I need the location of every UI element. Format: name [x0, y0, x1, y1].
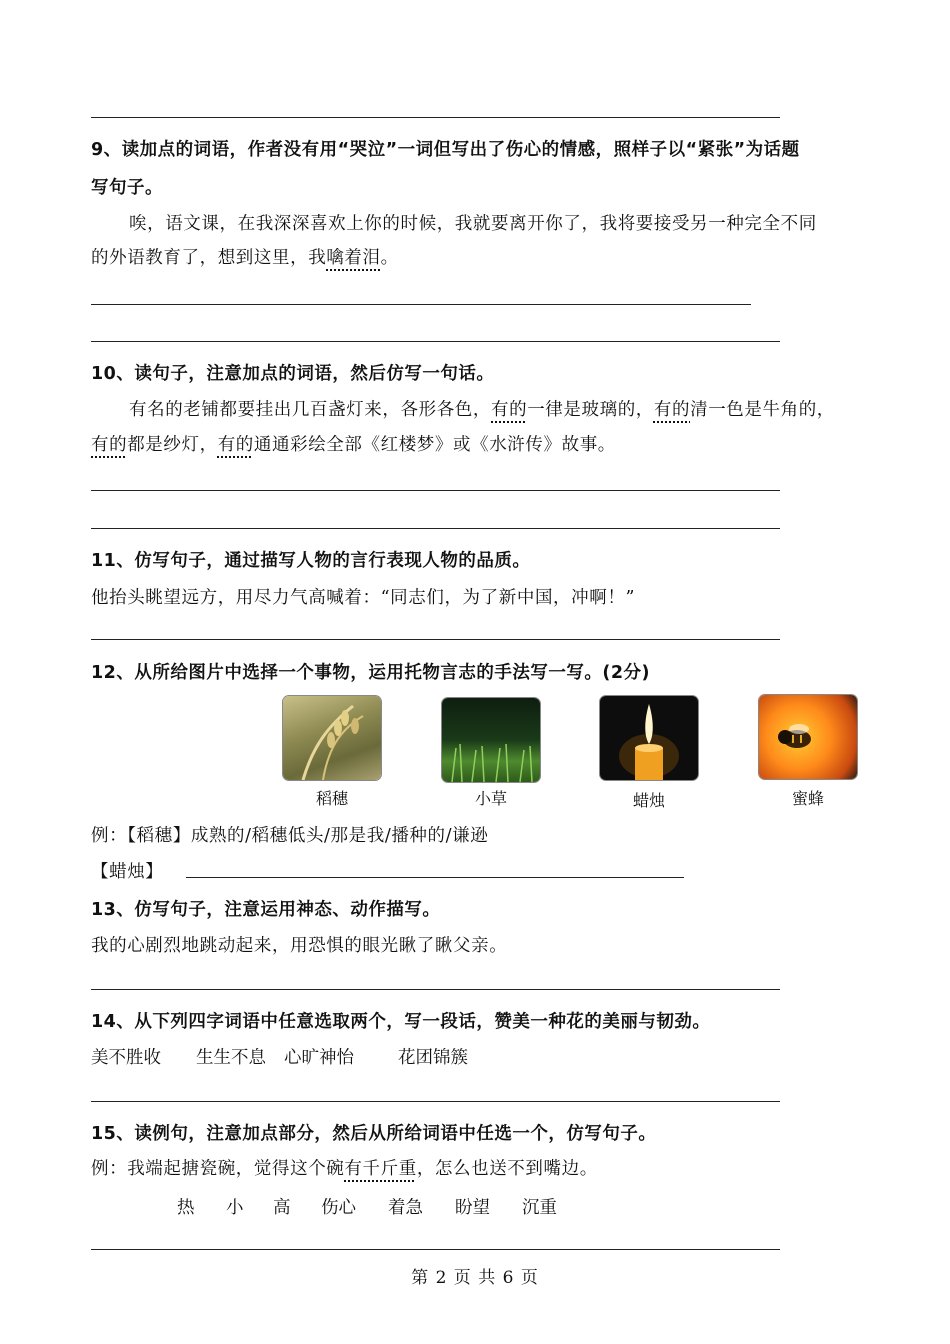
question-12-example: 例：【稻穗】成熟的/稻穗低头/那是我/播种的/谦逊 [91, 826, 489, 846]
word-option: 心旷神怡 [284, 1048, 354, 1068]
question-15-example [91, 1155, 598, 1180]
question-10-title: 10、读句子，注意加点的词语，然后仿写一句话。 [91, 364, 495, 384]
passage-text: 一律是玻璃的， [527, 400, 654, 420]
word-option: 高 [273, 1198, 291, 1218]
answer-line[interactable] [91, 304, 751, 305]
dotted-word: 有的 [491, 400, 528, 420]
word-option: 花团锦簇 [398, 1048, 468, 1068]
question-12-answer-label: 【蜡烛】 [91, 862, 164, 882]
word-option: 盼望 [455, 1198, 490, 1218]
question-13-text: 我的心剧烈地跳动起来，用恐惧的眼光瞅了瞅父亲。 [91, 936, 508, 956]
passage-text: 都是纱灯， [127, 435, 218, 455]
passage-text: 清一色是牛角的， [690, 400, 835, 420]
answer-line[interactable] [91, 490, 780, 491]
image-caption: 稻穗 [315, 789, 348, 808]
image-caption: 小草 [474, 789, 507, 808]
question-14-title: 14、从下列四字词语中任意选取两个，写一段话，赞美一种花的美丽与韧劲。 [91, 1012, 711, 1032]
answer-line [91, 117, 780, 118]
dotted-word: 有千斤重 [344, 1159, 417, 1179]
word-option: 沉重 [522, 1198, 557, 1218]
word-option: 生生不息 [196, 1048, 266, 1068]
answer-line[interactable] [186, 877, 684, 878]
image-caption: 蜜蜂 [791, 789, 824, 808]
rice-ear-icon [283, 696, 381, 780]
answer-line[interactable] [91, 341, 780, 342]
answer-line[interactable] [91, 639, 780, 640]
grass-icon [442, 698, 540, 782]
example-text: 例：我端起搪瓷碗，觉得这个碗 [91, 1159, 345, 1179]
bee-photo [759, 695, 857, 779]
word-option: 伤心 [321, 1198, 356, 1218]
rice-ear-photo [283, 696, 381, 780]
dotted-word: 有的 [653, 400, 691, 420]
word-option: 美不胜收 [91, 1048, 161, 1068]
dotted-word: 有的 [91, 435, 128, 455]
question-9-title-cont: 写句子。 [91, 178, 163, 198]
grass-photo [442, 698, 540, 782]
word-option: 小 [226, 1198, 244, 1218]
answer-line[interactable] [91, 1249, 780, 1250]
question-9-passage-cont [91, 244, 399, 269]
question-13-title: 13、仿写句子，注意运用神态、动作描写。 [91, 900, 441, 920]
candle-photo [600, 696, 698, 780]
passage-text: 通通彩绘全部《红楼梦》或《水浒传》故事。 [253, 435, 616, 455]
question-10-passage-cont [91, 431, 616, 456]
question-10-passage [129, 396, 835, 421]
answer-line[interactable] [91, 528, 780, 529]
passage-text: 有名的老铺都要挂出几百盏灯来，各形各色， [129, 400, 491, 420]
dotted-word: 噙着泪 [326, 248, 381, 268]
question-15-title: 15、读例句，注意加点部分，然后从所给词语中任选一个，仿写句子。 [91, 1124, 657, 1144]
passage-text: 。 [380, 248, 399, 268]
question-12-title: 12、从所给图片中选择一个事物，运用托物言志的手法写一写。(2分) [91, 663, 651, 683]
example-text: ，怎么也送不到嘴边。 [416, 1159, 598, 1179]
answer-line[interactable] [91, 1101, 780, 1102]
question-11-title: 11、仿写句子，通过描写人物的言行表现人物的品质。 [91, 551, 531, 571]
passage-text: 的外语教育了，想到这里，我 [91, 248, 327, 268]
candle-icon [600, 696, 698, 780]
image-caption: 蜡烛 [632, 791, 665, 810]
word-option: 着急 [388, 1198, 423, 1218]
page-number: 第 2 页 共 6 页 [411, 1268, 539, 1288]
word-option: 热 [177, 1198, 195, 1218]
answer-line[interactable] [91, 989, 780, 990]
bee-icon [759, 695, 857, 779]
question-11-text: 他抬头眺望远方，用尽力气高喊着：“同志们，为了新中国，冲啊！” [91, 588, 635, 608]
dotted-word: 有的 [217, 435, 254, 455]
question-9-passage: 唉，语文课，在我深深喜欢上你的时候，我就要离开你了，我将要接受另一种完全不同 [129, 214, 817, 234]
question-9-title: 9、读加点的词语，作者没有用“哭泣”一词但写出了伤心的情感，照样子以“紧张”为话题 [91, 140, 800, 160]
